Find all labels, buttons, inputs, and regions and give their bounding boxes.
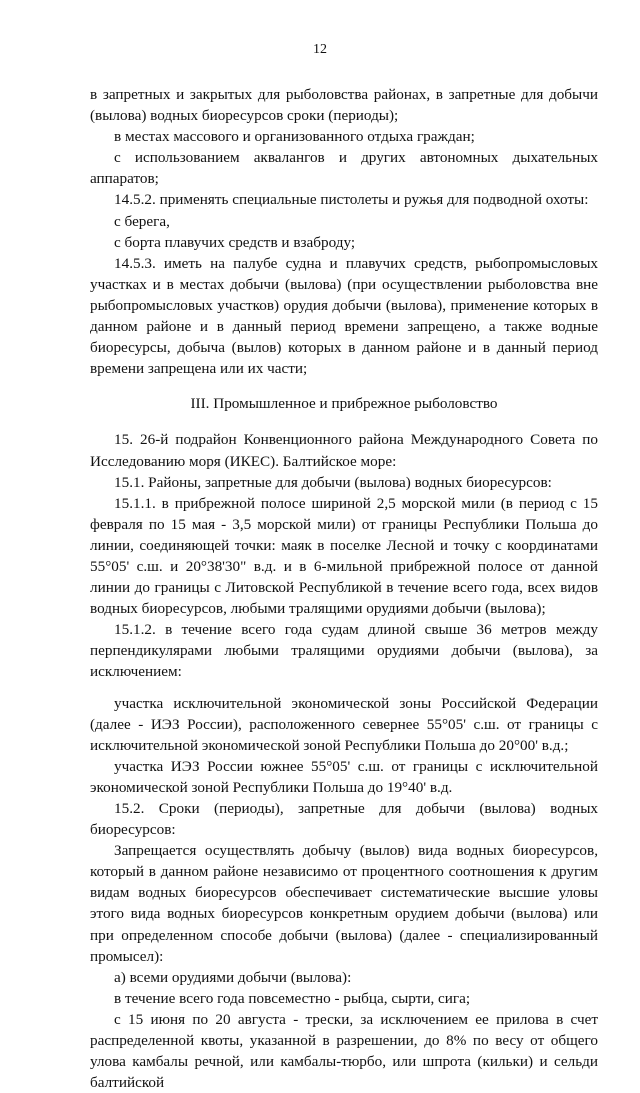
paragraph: с борта плавучих средств и взаброду; — [114, 233, 356, 251]
section-heading: III. Промышленное и прибрежное рыболовство — [190, 395, 498, 413]
paragraph: 14.5.3. иметь на палубе судна и плавучих средств, рыбопромысловых участках и в местах добычи (вылова) (при осуществлении рыболовства вне рыбопромысловых участков) орудия добычи (вылова), применение которых в данном районе и в данный период времени запрещено, а также водные биоресурсы, добыча (вылов) которых в данном районе и в данный период времени запрещена или их части; — [90, 254, 598, 378]
paragraph: в местах массового и организованного отдыха граждан; — [114, 128, 475, 146]
paragraph: 15. 26-й подрайон Конвенционного района Международного Совета по Исследованию моря (ИКЕС). Балтийское море: — [90, 431, 598, 470]
paragraph: 14.5.2. применять специальные пистолеты и ружья для подводной охоты: — [114, 191, 589, 209]
paragraph: с берега, — [114, 212, 170, 230]
paragraph: в течение всего года повсеместно - рыбца, сырти, сига; — [114, 989, 471, 1007]
paragraph: 15.1.1. в прибрежной полосе шириной 2,5 морской мили (в период с 15 февраля по 15 мая - 3,5 морской мили) от границы Республики Польша до линии, соединяющей точки: маяк в поселке Лесной и точку с координатами 55°05' с.ш. и 20°38'30" в.д. и в 6-мильной прибрежной полосе от данной линии до границы с Литовской Республикой в течение всего года, всех видов водных биоресурсов, любыми тралящими орудиями добычи (вылова); — [90, 494, 598, 618]
paragraph: с использованием аквалангов и других автономных дыхательных аппаратов; — [90, 149, 598, 188]
paragraph: 15.2. Сроки (периоды), запретные для добычи (вылова) водных биоресурсов: — [90, 800, 598, 839]
document-body — [90, 84, 598, 1093]
paragraph: в запретных и закрытых для рыболовства районах, в запретные для добычи (вылова) водных биоресурсов сроки (периоды); — [90, 86, 598, 125]
paragraph: 15.1. Районы, запретные для добычи (вылова) водных биоресурсов: — [114, 473, 552, 491]
paragraph: Запрещается осуществлять добычу (вылов) вида водных биоресурсов, который в данном районе независимо от процентного соотношения к другим видам водных биоресурсов обеспечивает систематические высшие уловы этого вида водных биоресурсов конкретным орудием добычи (вылова) или при определенном способе добычи (вылова) (далее - специализированный промысел): — [90, 842, 598, 965]
paragraph: с 15 июня по 20 августа - трески, за исключением ее прилова в счет распределенной квоты, указанной в разрешении, до 8% по весу от общего улова камбалы речной, или камбалы-тюрбо, или шпрота (кильки) и сельди балтийской — [90, 1010, 598, 1092]
paragraph: 15.1.2. в течение всего года судам длиной свыше 36 метров между перпендикулярами любыми тралящими орудиями добычи (вылова), за исключением: — [90, 621, 598, 681]
paragraph: участка исключительной экономической зоны Российской Федерации (далее - ИЭЗ России), расположенного севернее 55°05' с.ш. от границы с исключительной экономической зоной Республики Польша до 20°00' в.д.; — [90, 694, 598, 754]
paragraph: а) всеми орудиями добычи (вылова): — [114, 968, 352, 986]
page-number: 12 — [313, 42, 327, 57]
paragraph: участка ИЭЗ России южнее 55°05' с.ш. от границы с исключительной экономической зоной Республики Польша до 19°40' в.д. — [90, 757, 598, 796]
